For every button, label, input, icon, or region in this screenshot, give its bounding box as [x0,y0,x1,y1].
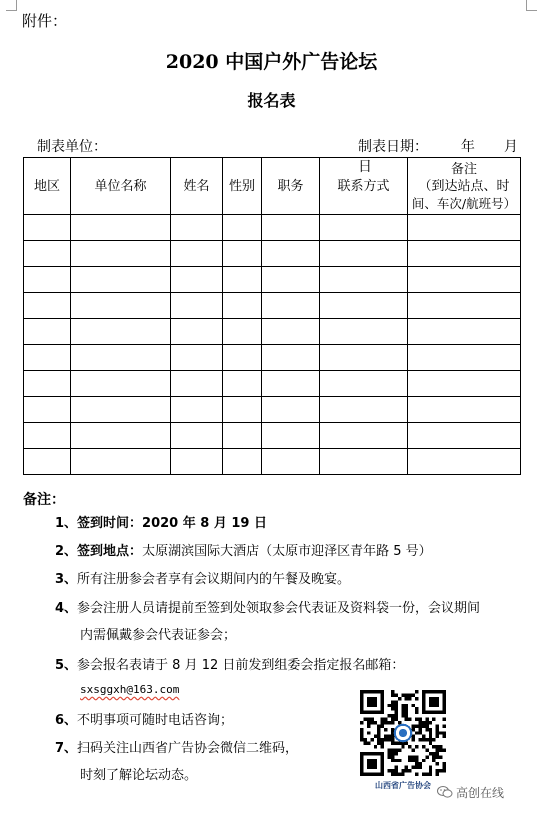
table-cell[interactable] [408,371,521,397]
table-cell[interactable] [171,215,223,241]
header-position: 职务 [262,158,320,215]
notes-heading: 备注： [23,492,65,508]
table-cell[interactable] [408,423,521,449]
wechat-icon [437,785,453,799]
header-company: 单位名称 [71,158,171,215]
table-cell[interactable] [71,345,171,371]
header-contact: 联系方式 [320,158,408,215]
table-cell[interactable] [71,241,171,267]
table-row [24,215,521,241]
table-cell[interactable] [262,371,320,397]
table-cell[interactable] [24,267,71,293]
table-cell[interactable] [171,449,223,475]
table-cell[interactable] [320,345,408,371]
table-body [24,215,521,475]
note-number: 7、 [55,741,78,756]
table-cell[interactable] [71,449,171,475]
note-item-6 [55,708,233,733]
table-cell[interactable] [71,293,171,319]
corner-mark-tl [6,0,17,11]
note-number: 2、 [55,544,78,559]
table-cell[interactable] [262,397,320,423]
table-cell[interactable] [223,319,262,345]
qr-code[interactable] [360,690,446,776]
table-cell[interactable] [408,345,521,371]
note-text: 太原湖滨国际大酒店（太原市迎泽区青年路 5 号） [142,544,432,559]
table-cell[interactable] [71,267,171,293]
table-row [24,267,521,293]
table-cell[interactable] [223,345,262,371]
table-cell[interactable] [408,397,521,423]
note-item-2 [55,539,432,564]
table-cell[interactable] [171,345,223,371]
note-number: 5、 [55,658,78,673]
table-cell[interactable] [262,215,320,241]
table-cell[interactable] [223,371,262,397]
table-cell[interactable] [262,319,320,345]
qr-label: 山西省广告协会 [375,781,431,790]
table-cell[interactable] [320,241,408,267]
unit-label: 制表单位： [37,139,107,155]
table-cell[interactable] [223,241,262,267]
table-cell[interactable] [320,423,408,449]
note-text: 时刻了解论坛动态。 [80,768,198,783]
table-cell[interactable] [171,241,223,267]
table-row [24,423,521,449]
note-text: 不明事项可随时电话咨询； [77,713,234,728]
page-subtitle: 报名表 [247,91,296,110]
table-row [24,371,521,397]
date-day: 日 [358,159,372,175]
note-item-7 [55,736,298,761]
note-number: 6、 [55,713,78,728]
note-bold: 签到时间：2020 年 8 月 19 日 [77,516,267,531]
table-cell[interactable] [24,423,71,449]
table-cell[interactable] [320,267,408,293]
table-cell[interactable] [408,267,521,293]
table-cell[interactable] [24,449,71,475]
note-number: 3、 [55,572,78,587]
table-cell[interactable] [408,449,521,475]
table-cell[interactable] [223,449,262,475]
header-remarks-line2: （到达站点、时 [418,178,510,194]
table-cell[interactable] [320,293,408,319]
table-cell[interactable] [262,423,320,449]
corner-mark-tr [526,0,537,11]
note-text: 内需佩戴参会代表证参会； [80,628,237,643]
table-cell[interactable] [320,215,408,241]
table-cell[interactable] [320,449,408,475]
note-number: 4、 [55,601,78,616]
note-text: 所有注册参会者享有会议期间内的午餐及晚宴。 [77,572,351,587]
table-cell[interactable] [171,293,223,319]
table-cell[interactable] [320,371,408,397]
table-cell[interactable] [320,397,408,423]
table-row [24,319,521,345]
note-bold: 签到地点： [77,544,143,559]
header-remarks [408,158,521,215]
note-item-5 [55,653,404,678]
table-cell[interactable] [171,267,223,293]
table-row [24,397,521,423]
table-cell[interactable] [71,423,171,449]
table-cell[interactable] [408,293,521,319]
note-text: 参会注册人员请提前至签到处领取参会代表证及资料袋一份，会议期间 [77,601,481,616]
watermark-text: 高创在线 [456,786,505,800]
registration-table [23,157,521,475]
date-label: 制表日期： [358,139,428,155]
date-month: 月 [503,139,518,155]
date-year: 年 [460,139,475,155]
table-cell[interactable] [24,293,71,319]
table-row [24,449,521,475]
header-gender: 性别 [223,158,262,215]
table-cell[interactable] [24,319,71,345]
table-cell[interactable] [223,423,262,449]
table-cell[interactable] [223,293,262,319]
table-row [24,293,521,319]
table-row [24,241,521,267]
table-cell[interactable] [24,241,71,267]
table-cell[interactable] [262,267,320,293]
note-text: 扫码关注山西省广告协会微信二维码， [77,741,299,756]
note-number: 1、 [55,516,78,531]
table-cell[interactable] [171,371,223,397]
table-cell[interactable] [171,319,223,345]
table-cell[interactable] [262,345,320,371]
note-item-7-cont [80,763,197,788]
table-cell[interactable] [262,241,320,267]
header-remarks-line1: 备注 [450,161,477,177]
table-cell[interactable] [408,319,521,345]
registration-email[interactable]: sxsggxh@163.com [80,683,180,696]
note-item-4 [55,596,480,621]
table-cell[interactable] [223,267,262,293]
table-header-row [24,158,521,215]
note-item-4-cont [80,623,236,648]
table-cell[interactable] [71,397,171,423]
table-cell[interactable] [262,449,320,475]
table-cell[interactable] [171,397,223,423]
note-text: 参会报名表请于 8 月 12 日前发到组委会指定报名邮箱： [77,658,405,673]
note-item-3 [55,567,350,592]
table-cell[interactable] [24,371,71,397]
table-cell[interactable] [71,371,171,397]
attachment-label: 附件： [22,12,68,30]
table-cell[interactable] [71,215,171,241]
header-region: 地区 [24,158,71,215]
table-cell[interactable] [320,319,408,345]
table-cell[interactable] [408,241,521,267]
table-cell[interactable] [262,293,320,319]
table-cell[interactable] [223,215,262,241]
table-cell[interactable] [71,319,171,345]
table-cell[interactable] [171,423,223,449]
note-item-1 [55,511,267,536]
page-title: 2020 中国户外广告论坛 [165,51,378,73]
header-remarks-line3: 间、车次/航班号） [411,195,517,211]
header-name: 姓名 [171,158,223,215]
table-cell[interactable] [24,215,71,241]
table-cell[interactable] [24,397,71,423]
table-cell[interactable] [24,345,71,371]
table-cell[interactable] [408,215,521,241]
table-cell[interactable] [223,397,262,423]
table-row [24,345,521,371]
